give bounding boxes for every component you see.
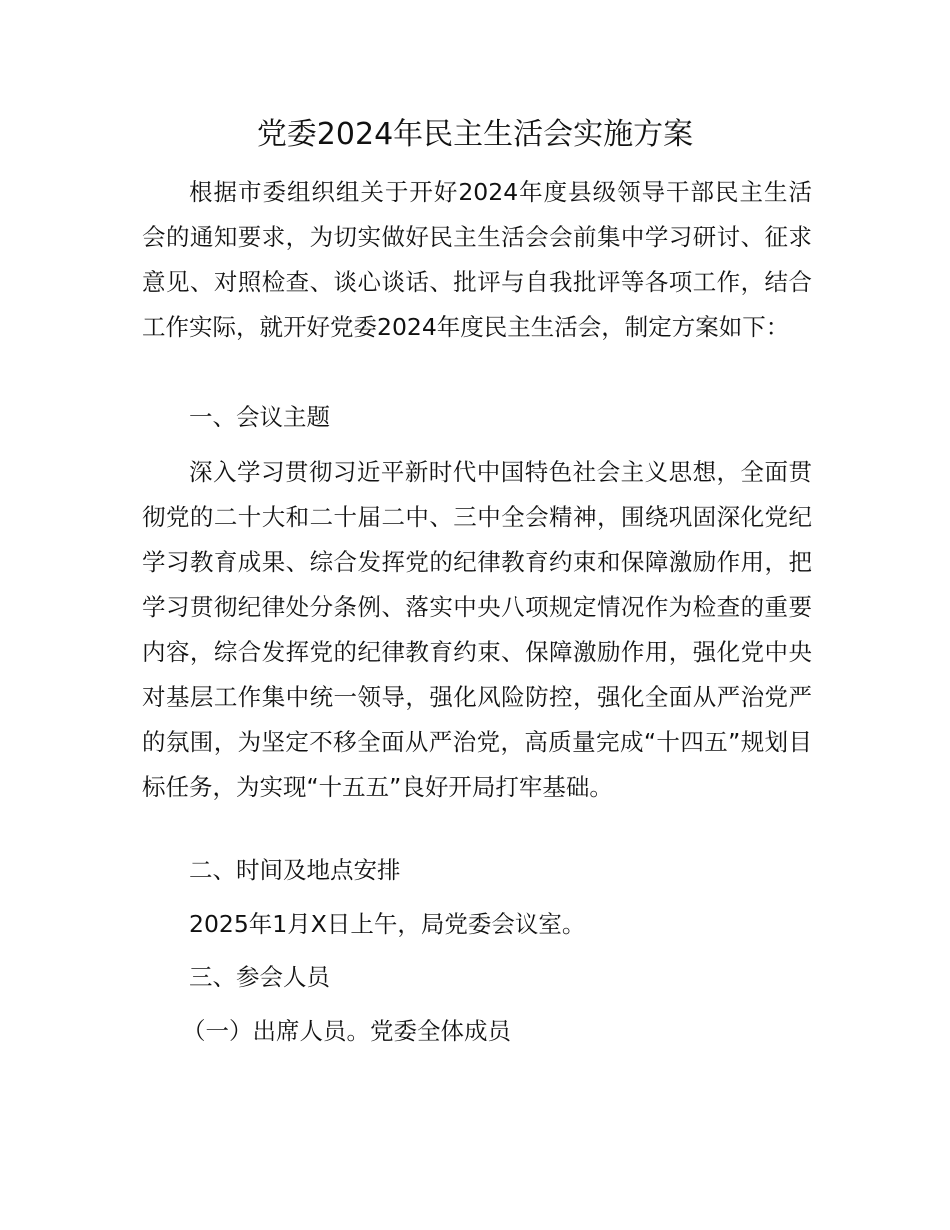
section-heading-time-place: 二、时间及地点安排 <box>189 856 401 884</box>
intro-paragraph: 根据市委组织组关于开好2024年度县级领导干部民主生活会的通知要求，为切实做好民主生活会会前集中学习研讨、征求意见、对照检查、谈心谈话、批评与自我批评等各项工作，结合工作实际，就开好党委2024年度民主生活会，制定方案如下： <box>142 178 812 341</box>
section-body-time-place: 2025年1月X日上午，局党委会议室。 <box>189 910 586 938</box>
document-title: 党委2024年民主生活会实施方案 <box>256 117 694 152</box>
section-heading-theme: 一、会议主题 <box>189 403 330 431</box>
participants-item-attendees: （一）出席人员。党委全体成员 <box>182 1017 511 1045</box>
section-body-theme: 深入学习贯彻习近平新时代中国特色社会主义思想，全面贯彻党的二十大和二十届二中、三中全会精神，围绕巩固深化党纪学习教育成果、综合发挥党的纪律教育约束和保障激励作用，把学习贯彻纪律处分条例、落实中央八项规定情况作为检查的重要内容，综合发挥党的纪律教育约束、保障激励作用，强化党中央对基层工作集中统一领导，强化风险防控，强化全面从严治党严的氛围，为坚定不移全面从严治党，高质量完成“十四五”规划目标任务，为实现“十五五”良好开局打牢基础。 <box>142 458 812 801</box>
section-heading-participants: 三、参会人员 <box>189 963 330 991</box>
